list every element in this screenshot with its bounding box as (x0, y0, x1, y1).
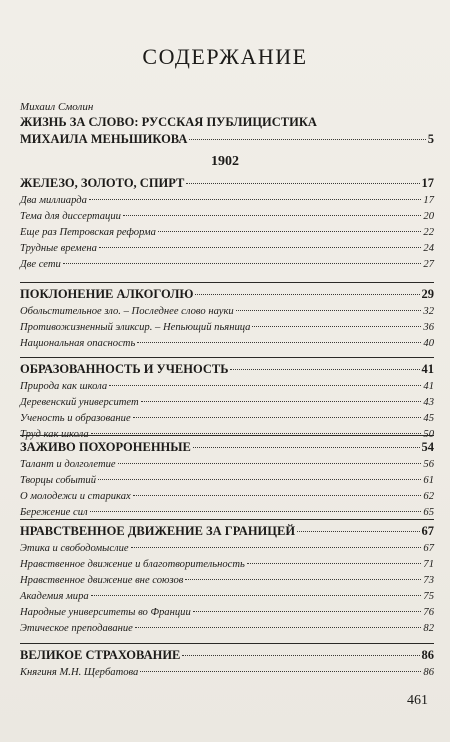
toc-item[interactable] (20, 575, 434, 591)
toc-item[interactable] (20, 623, 434, 639)
leader-dots (193, 447, 420, 448)
toc-item-title: Противожизненный эликсир. – Непьющий пьяница (20, 322, 251, 333)
leader-dots (131, 547, 422, 548)
toc-item-page: 27 (423, 259, 434, 270)
leader-dots (158, 231, 422, 232)
leader-dots (186, 183, 419, 184)
toc-item-title: О молодежи и стариках (20, 491, 131, 502)
toc-item-page: 22 (423, 227, 434, 238)
leader-dots (141, 401, 422, 402)
toc-item[interactable] (20, 475, 434, 491)
toc-section-heading[interactable] (20, 524, 434, 543)
leader-dots (118, 463, 422, 464)
toc-item[interactable] (20, 259, 434, 275)
toc-item-page: 45 (423, 413, 434, 424)
toc-item-page: 67 (423, 543, 434, 554)
leader-dots (89, 199, 421, 200)
toc-item-page: 32 (423, 306, 434, 317)
toc-item-title: Бережение сил (20, 507, 88, 518)
toc-item[interactable] (20, 459, 434, 475)
leader-dots (91, 595, 422, 596)
section-heading-text: ПОКЛОНЕНИЕ АЛКОГОЛЮ (20, 287, 194, 301)
leader-dots (297, 531, 419, 532)
toc-item-page: 65 (423, 507, 434, 518)
toc-item-page: 43 (423, 397, 434, 408)
leader-dots (98, 479, 421, 480)
leader-dots (133, 417, 422, 418)
toc-item-page: 41 (423, 381, 434, 392)
leader-dots (230, 369, 419, 370)
toc-section (20, 435, 434, 523)
toc-item-title: Два миллиарда (20, 195, 87, 206)
toc-item-page: 75 (423, 591, 434, 602)
section-heading-page: 54 (421, 440, 434, 454)
toc-section-heading[interactable] (20, 440, 434, 459)
section-heading-text: ЖЕЛЕЗО, ЗОЛОТО, СПИРТ (20, 176, 185, 190)
toc-item[interactable] (20, 591, 434, 607)
toc-item[interactable] (20, 491, 434, 507)
toc-item[interactable] (20, 559, 434, 575)
section-heading-page: 41 (421, 362, 434, 376)
toc-item-title: Этическое преподавание (20, 623, 133, 634)
toc-item-title: Труд как школа (20, 429, 89, 440)
section-heading-page: 17 (421, 176, 434, 190)
toc-section-heading[interactable] (20, 287, 434, 306)
leader-dots (140, 671, 421, 672)
toc-item-page: 17 (423, 195, 434, 206)
toc-item-title: Национальная опасность (20, 338, 136, 349)
intro-entry (20, 101, 434, 148)
toc-item-page: 73 (423, 575, 434, 586)
page-title: СОДЕРЖАНИЕ (142, 44, 308, 69)
toc-item-page: 76 (423, 607, 434, 618)
section-heading-text: ВЕЛИКОЕ СТРАХОВАНИЕ (20, 648, 181, 662)
toc-item-page: 86 (423, 667, 434, 678)
toc-item-title: Народные университеты во Франции (20, 607, 191, 618)
intro-title-line2-text: МИХАИЛА МЕНЬШИКОВА (20, 132, 188, 146)
toc-section (20, 643, 434, 683)
leader-dots (189, 139, 425, 140)
toc-section (20, 282, 434, 354)
toc-item-title: Тема для диссертации (20, 211, 121, 222)
toc-item-page: 56 (423, 459, 434, 470)
toc-item[interactable] (20, 381, 434, 397)
toc-item[interactable] (20, 397, 434, 413)
section-heading-page: 86 (421, 648, 434, 662)
year-heading: 1902 (211, 154, 239, 169)
leader-dots (182, 655, 419, 656)
toc-item-page: 62 (423, 491, 434, 502)
toc-item-page: 50 (423, 429, 434, 440)
section-heading-text: ЗАЖИВО ПОХОРОНЕННЫЕ (20, 440, 191, 454)
section-heading-text: НРАВСТВЕННОЕ ДВИЖЕНИЕ ЗА ГРАНИЦЕЙ (20, 524, 296, 538)
toc-section-heading[interactable] (20, 362, 434, 381)
leader-dots (90, 511, 422, 512)
section-heading-page: 67 (421, 524, 434, 538)
toc-item[interactable] (20, 227, 434, 243)
toc-item-title: Ученость и образование (20, 413, 131, 424)
intro-title-line1: ЖИЗНЬ ЗА СЛОВО: РУССКАЯ ПУБЛИЦИСТИКА (20, 115, 317, 129)
leader-dots (193, 611, 422, 612)
toc-item-title: Княгиня М.Н. Щербатова (20, 667, 139, 678)
intro-author: Михаил Смолин (20, 101, 94, 113)
toc-item-page: 36 (423, 322, 434, 333)
toc-item-title: Еще раз Петровская реформа (20, 227, 156, 238)
leader-dots (99, 247, 421, 248)
toc-item[interactable] (20, 543, 434, 559)
leader-dots (109, 385, 421, 386)
toc-section-heading[interactable] (20, 648, 434, 667)
toc-item[interactable] (20, 413, 434, 429)
toc-item-page: 61 (423, 475, 434, 486)
leader-dots (63, 263, 422, 264)
toc-item-title: Нравственное движение и благотворительность (20, 559, 245, 570)
leader-dots (185, 579, 421, 580)
leader-dots (91, 433, 422, 434)
toc-item[interactable] (20, 322, 434, 338)
toc-item-title: Трудные времена (20, 243, 97, 254)
toc-item-title: Природа как школа (20, 381, 108, 392)
toc-item-title: Деревенский университет (20, 397, 139, 408)
leader-dots (252, 326, 421, 327)
toc-item[interactable] (20, 338, 434, 354)
toc-item[interactable] (20, 243, 434, 259)
toc-item[interactable] (20, 667, 434, 683)
toc-item-title: Талант и долголетие (20, 459, 116, 470)
toc-item[interactable] (20, 607, 434, 623)
leader-dots (236, 310, 422, 311)
toc-item-page: 82 (423, 623, 434, 634)
toc-item-title: Академия мира (20, 591, 89, 602)
toc-section (20, 176, 434, 275)
toc-item-page: 40 (423, 338, 434, 349)
toc-item-title: Нравственное движение вне союзов (20, 575, 184, 586)
toc-item-title: Две сети (20, 259, 61, 270)
toc-item-title: Обольстительное зло. – Последнее слово науки (20, 306, 234, 317)
leader-dots (133, 495, 422, 496)
section-heading-text: ОБРАЗОВАННОСТЬ И УЧЕНОСТЬ (20, 362, 229, 376)
leader-dots (123, 215, 421, 216)
toc-item[interactable] (20, 306, 434, 322)
section-heading-page: 29 (421, 287, 434, 301)
toc-section (20, 519, 434, 639)
leader-dots (247, 563, 422, 564)
toc-item-title: Этика и свободомыслие (20, 543, 129, 554)
toc-item[interactable] (20, 195, 434, 211)
toc-item-title: Творцы событий (20, 475, 97, 486)
toc-item-page: 20 (423, 211, 434, 222)
toc-item-page: 24 (423, 243, 434, 254)
page-number: 461 (407, 693, 428, 708)
toc-item-page: 71 (423, 559, 434, 570)
toc-section-heading[interactable] (20, 176, 434, 195)
intro-page: 5 (427, 132, 434, 146)
toc-section (20, 357, 434, 445)
leader-dots (137, 342, 421, 343)
leader-dots (135, 627, 422, 628)
leader-dots (195, 294, 419, 295)
intro-title-line2 (20, 131, 434, 148)
toc-item[interactable] (20, 211, 434, 227)
